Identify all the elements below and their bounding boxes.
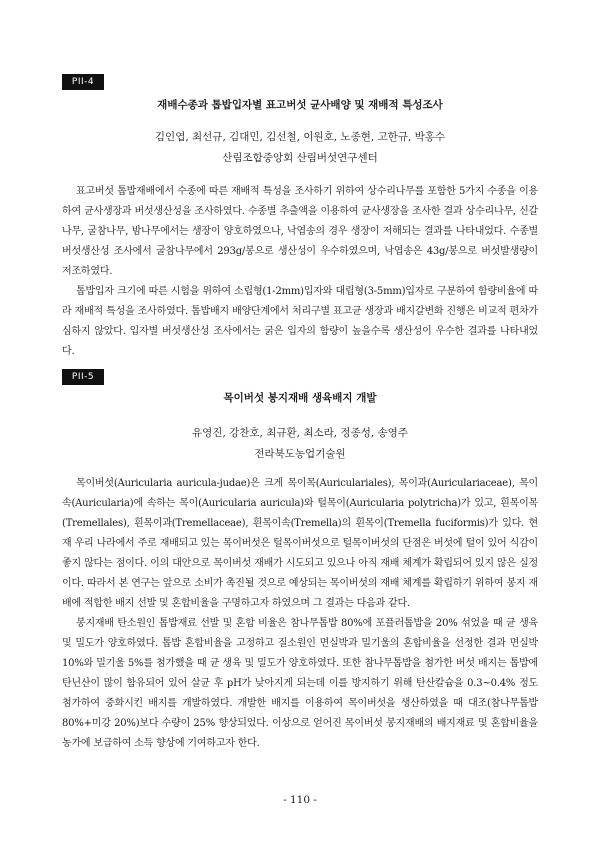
paragraph: 목이버섯(Auricularia auricula-judae)은 크게 목이목(Auriculariales), 목이과(Auriculariaceae), 목이속(Auricularia)에 속하는 목이(Auricularia auricula)와 털목이(Auricularia polytricha)가 있고, 흰목이목(Tremellales), 흰목이과(Tremellaceae), 흰목이속(Tremella)의 흰목이(Tremella fuciformis)가 있다. 현재 우리 나라에서 주로 재배되고 있는 목이버섯은 털목이버섯으로 털목이버섯의 단점은 버섯에 털이 있어 식감이 좋지 않다는 점이다. 이의 대안으로 목이버섯 재배가 시도되고 있으나 아직 재배 체계가 확립되어 있지 않은 실정이다. 따라서 본 연구는 앞으로 소비가 촉진될 것으로 예상되는 목이버섯의 재배 체계를 확립하기 위하여 봉지 재배에 적합한 배지 선발 및 혼합비율을 구명하고자 하였으며 그 결과는 다음과 같다. xyxy=(62,478,538,609)
author-list: 김인엽, 최선규, 김대민, 김선철, 이원호, 노종현, 고한규, 박홍수 xyxy=(154,131,446,143)
section-code-badge: PII-4 xyxy=(62,74,104,90)
paragraph: 톱밥입자 크기에 따른 시험을 위하여 소립형(1-2mm)입자와 대립형(3-5mm)입자로 구분하여 함량비율에 따라 재배적 특성을 조사하였다. 톱밥배지 배양단계에서 처리구별 표고균 생장과 배지갈변화 진행은 비교적 편차가 심하지 않았다. 입자별 버섯생산성 조사에서는 굵은 입자의 함량이 높을수록 생산성이 우수한 결과를 나타내었다. xyxy=(62,286,538,357)
section-code-badge: PII-5 xyxy=(62,369,104,385)
abstract-body xyxy=(62,182,538,362)
page-number: - 110 - xyxy=(283,794,317,806)
section-title: 재배수종과 톱밥입자별 표고버섯 균사배양 및 재배적 특성조사 xyxy=(157,99,443,111)
section-title: 목이버섯 봉지재배 생육배지 개발 xyxy=(223,392,377,404)
paragraph: 표고버섯 톱밥재배에서 수종에 따른 재배적 특성을 조사하기 위하여 상수리나무를 포함한 5가지 수종을 이용하여 균사생장과 버섯생산성을 조사하였다. 수종별 추출액을 이용하여 균사생장을 조사한 결과 상수리나무, 신갈나무, 굴참나무, 밤나무에서는 생장이 양호하였으나, 낙엽송의 경우 생장이 저해되는 결과를 나타내었다. 수종별 버섯생산성 조사에서 굴참나무에서 293g/봉으로 생산성이 우수하였으며, 낙엽송은 43g/봉으로 버섯발생량이 저조하였다. xyxy=(62,186,538,277)
affiliation: 산림조합중앙회 산림버섯연구센터 xyxy=(222,152,378,164)
abstract-body xyxy=(62,474,538,754)
affiliation: 전라북도농업기술원 xyxy=(254,448,346,460)
author-list: 유영진, 강찬호, 최규환, 최소라, 정종성, 송영주 xyxy=(192,427,408,439)
paragraph: 봉지재배 탄소원인 톱밥재료 선발 및 혼합 비율은 참나무톱밥 80%에 포플러톱밥을 20% 섞었을 때 균 생육 및 밀도가 양호하였다. 톱밥 혼합비율을 고정하고 질소원인 면실박과 밀기울의 혼합비율을 선정한 결과 면실박 10%와 밀기울 5%를 첨가했을 때 균 생육 및 밀도가 양호하였다. 또한 참나무톱밥을 첨가한 버섯 배지는 톱밥에 탄닌산이 많이 함유되어 있어 살균 후 pH가 낮아지게 되는데 이를 방지하기 위해 탄산칼슘을 0.3~0.4% 정도 첨가하여 중화시킨 배지를 개발하였다. 개발한 배지를 이용하여 목이버섯을 생산하였을 때 대조(참나무톱밥 80%+미강 20%)보다 수량이 25% 향상되었다. 이상으로 얻어진 목이버섯 봉지재배의 배지재료 및 혼합비율을 농가에 보급하여 소득 향상에 기여하고자 한다. xyxy=(62,618,538,749)
